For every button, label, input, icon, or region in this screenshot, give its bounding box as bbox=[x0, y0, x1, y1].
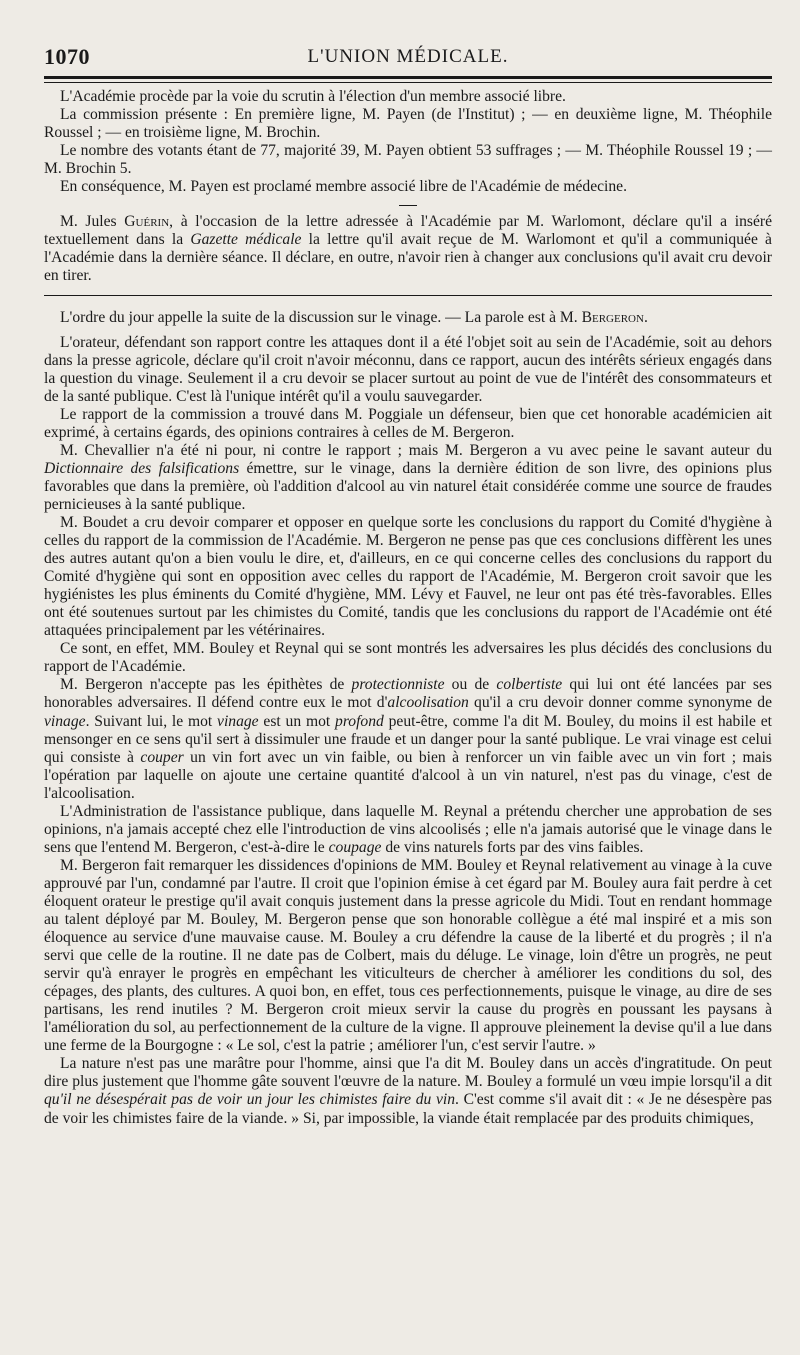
text-run: L'Administration de l'assistance publique, dans laquelle M. Reynal a prétendu chercher une approbation de ses opinions, n'a jamais accepté chez elle l'introduction de vins alcoolisés ; elle n'a jamais autorisé que le vinage dans le sens que l'entend M. Bergeron, c'est-à-dire le bbox=[44, 802, 772, 856]
text-run: ou de bbox=[444, 676, 497, 694]
header-rule bbox=[44, 76, 772, 79]
italic-quote: qu'il ne désespérait pas de voir un jour les chimistes faire du vin bbox=[44, 1091, 456, 1109]
running-head: L'UNION MÉDICALE. bbox=[307, 46, 509, 67]
text-run: M. Chevallier n'a été ni pour, ni contre le rapport ; mais M. Bergeron a vu avec peine le savant auteur du bbox=[60, 441, 772, 459]
election-paragraph: L'Académie procède par la voie du scrutin à l'élection d'un membre associé libre. bbox=[60, 88, 566, 105]
order-end: . bbox=[643, 309, 648, 327]
paragraph bbox=[44, 1055, 772, 1127]
text-run: de vins naturels forts par des vins faibles. bbox=[381, 838, 644, 856]
paragraph bbox=[44, 676, 772, 802]
text-run: La nature n'est pas une marâtre pour l'homme, ainsi que l'a dit M. Bouley dans un accès d'ingratitude. On peut dire plus justement que l'homme gâte souvent l'œuvre de la nature. M. Bouley a formulé un vœu impie lorsqu'il a dit bbox=[44, 1055, 772, 1091]
italic-term: couper bbox=[140, 748, 184, 766]
italic-term: profond bbox=[335, 712, 384, 730]
paragraph bbox=[44, 442, 772, 514]
order-paragraph bbox=[44, 309, 772, 327]
italic-term: colbertiste bbox=[496, 676, 563, 694]
text-run: . Suivant lui, le mot bbox=[85, 712, 218, 730]
section-rule bbox=[44, 295, 772, 296]
text-run: émettre, sur le vinage, dans la dernière édition de son livre, des opinions plus favorables que dans la première, où l'addition d'alcool au vin naturel était considérée comme une source de fraudes pernicieuses à la santé publique. bbox=[44, 459, 772, 513]
paragraph: M. Bergeron fait remarquer les dissidences d'opinions de MM. Bouley et Reynal relativement au vinage à la cuve approuvé par l'un, condamné par l'autre. Il croit que l'opinion émise à cet égard par M. Bouley aura fait perdre à cet éloquent orateur le prestige qu'il avait conquis justement dans la presse agricole du Midi. Tout en rendant hommage au talent déployé par M. Bouley, M. Bergeron pense que son honorable collègue a été mal inspiré et a mis son éloquence au service d'une mauvaise cause. M. Bouley a cru défendre la cause de la liberté et du progrès ; il n'a servi que celle de la routine. Il ne date pas de Colbert, mais du déluge. Le vinage, loin d'être un progrès, ne peut servir qu'à enrayer le progrès en empêchant les viticulteurs de chercher à améliorer les conditions du sol, des cépages, des plants, des cultures. A quoi bon, en effet, tous ces perfectionnements, puisque le vinage, au dire de ses partisans, les rend inutiles ? M. Bergeron croit mieux servir la cause du progrès en poussant les paysans à l'amélioration du sol, au perfectionnement de la culture de la vigne. Il approuve pleinement la devise qu'il a lue dans une ferme de la Bourgogne : « Le sol, c'est la patrie ; améliorer l'un, c'est servir l'autre. » bbox=[44, 856, 772, 1055]
guerin-text: , à l'occasion de la lettre adressée à l'Académie par M. Warlomont, déclare qu'il a inséré textuellement dans la bbox=[44, 213, 772, 249]
text-run: qu'il a cru devoir donner comme synonyme de bbox=[468, 694, 773, 712]
election-paragraph: La commission présente : En première ligne, M. Payen (de l'Institut) ; — en deuxième ligne, M. Théophile Roussel ; — en troisième ligne, M. Brochin. bbox=[44, 106, 772, 142]
text-run: est un mot bbox=[258, 712, 336, 730]
paragraph: M. Boudet a cru devoir comparer et opposer en quelque sorte les conclusions du rapport du Comité d'hygiène à celles du rapport de la commission de l'Académie. M. Bergeron ne pense pas que ces conclusions diffèrent les unes des autres autant qu'on a bien voulu le dire, et, d'ailleurs, en ce qui concerne celles des conclusions du rapport du Comité d'hygiène qui sont en opposition avec celles du rapport de l'Académie, M. Bergeron croit savoir que les hygiénistes les plus éminents du Comité d'hygiène, MM. Lévy et Fauvel, ne leur ont pas été très-favorables. Elles ont été soutenues surtout par les chimistes du Comité, tandis que les conclusions du rapport de l'Académie ont été attaquées principalement par les vétérinaires. bbox=[44, 513, 772, 640]
header-rule-thin bbox=[44, 82, 772, 83]
speaker-name: Bergeron bbox=[581, 309, 644, 327]
guerin-prefix: M. Jules bbox=[60, 213, 125, 231]
paragraph: Ce sont, en effet, MM. Bouley et Reynal qui se sont montrés les adversaires les plus décidés des conclusions du rapport de l'Académie. bbox=[44, 640, 772, 676]
italic-term: protectionniste bbox=[351, 676, 445, 694]
text-run: un vin fort avec un vin faible, ou bien à renforcer un vin faible avec un vin fort ; mais l'opération par laquelle on ajoute une certaine quantité d'alcool à un vin naturel, n'est pas du vinage, c'est de l'alcoolisation. bbox=[44, 748, 772, 802]
text-run: qui lui ont été lancées par ses honorables adversaires. Il défend contre eux le mot d' bbox=[44, 676, 772, 712]
guerin-paragraph bbox=[44, 213, 772, 285]
paragraph bbox=[44, 803, 772, 857]
page-number: 1070 bbox=[44, 44, 90, 69]
article-body bbox=[44, 88, 772, 1128]
italic-term: coupage bbox=[328, 838, 382, 856]
italic-term: vinage bbox=[44, 712, 86, 730]
election-paragraph: Le nombre des votants étant de 77, majorité 39, M. Payen obtient 53 suffrages ; — M. Théophile Roussel 19 ; — M. Brochin 5. bbox=[44, 142, 772, 178]
book-title: Dictionnaire des falsifications bbox=[44, 459, 240, 477]
order-text: L'ordre du jour appelle la suite de la discussion sur le vinage. — La parole est à M. bbox=[60, 309, 582, 327]
text-run: M. Bergeron n'accepte pas les épithètes de bbox=[60, 676, 352, 694]
italic-term: alcoolisation bbox=[387, 694, 469, 712]
speaker-name: Guérin bbox=[124, 213, 170, 231]
page-header bbox=[44, 44, 772, 72]
paragraph: Le rapport de la commission a trouvé dans M. Poggiale un défenseur, bien que cet honorable académicien ait exprimé, à certains égards, des opinions contraires à celles de M. Bergeron. bbox=[44, 405, 772, 441]
text-run: . C'est comme s'il avait dit : « Je ne désespère pas de voir les chimistes faire de la viande. » Si, par impossible, la viande était remplacée par des produits chimiques, bbox=[44, 1091, 772, 1127]
text-run: peut-être, comme l'a dit M. Bouley, du moins il est habile et mensonger en ce sens qu'il sert à dissimuler une fraude et un danger pour la santé publique. Le vrai vinage est celui qui consiste à bbox=[44, 712, 772, 766]
guerin-text: la lettre qu'il avait reçue de M. Warlomont et qu'il a communiquée à l'Académie dans la dernière séance. Il déclare, en outre, n'avoir rien à changer aux conclusions qu'il avait cru devoir en tirer. bbox=[44, 231, 772, 285]
italic-term: vinage bbox=[217, 712, 259, 730]
journal-title: Gazette médicale bbox=[190, 231, 302, 249]
section-separator bbox=[399, 205, 417, 206]
election-paragraph: En conséquence, M. Payen est proclamé membre associé libre de l'Académie de médecine. bbox=[60, 178, 627, 196]
paragraph: L'orateur, défendant son rapport contre les attaques dont il a été l'objet soit au sein de l'Académie, soit au dehors dans la presse agricole, déclare qu'il croit n'avoir méconnu, dans ce rapport, aucun des intérêts sérieux engagés dans la question du vinage. Seulement il a cru devoir se placer surtout au point de vue de l'intérêt des consommateurs et de la santé publique. C'est là l'unique intérêt qu'il a voulu sauvegarder. bbox=[44, 333, 772, 405]
